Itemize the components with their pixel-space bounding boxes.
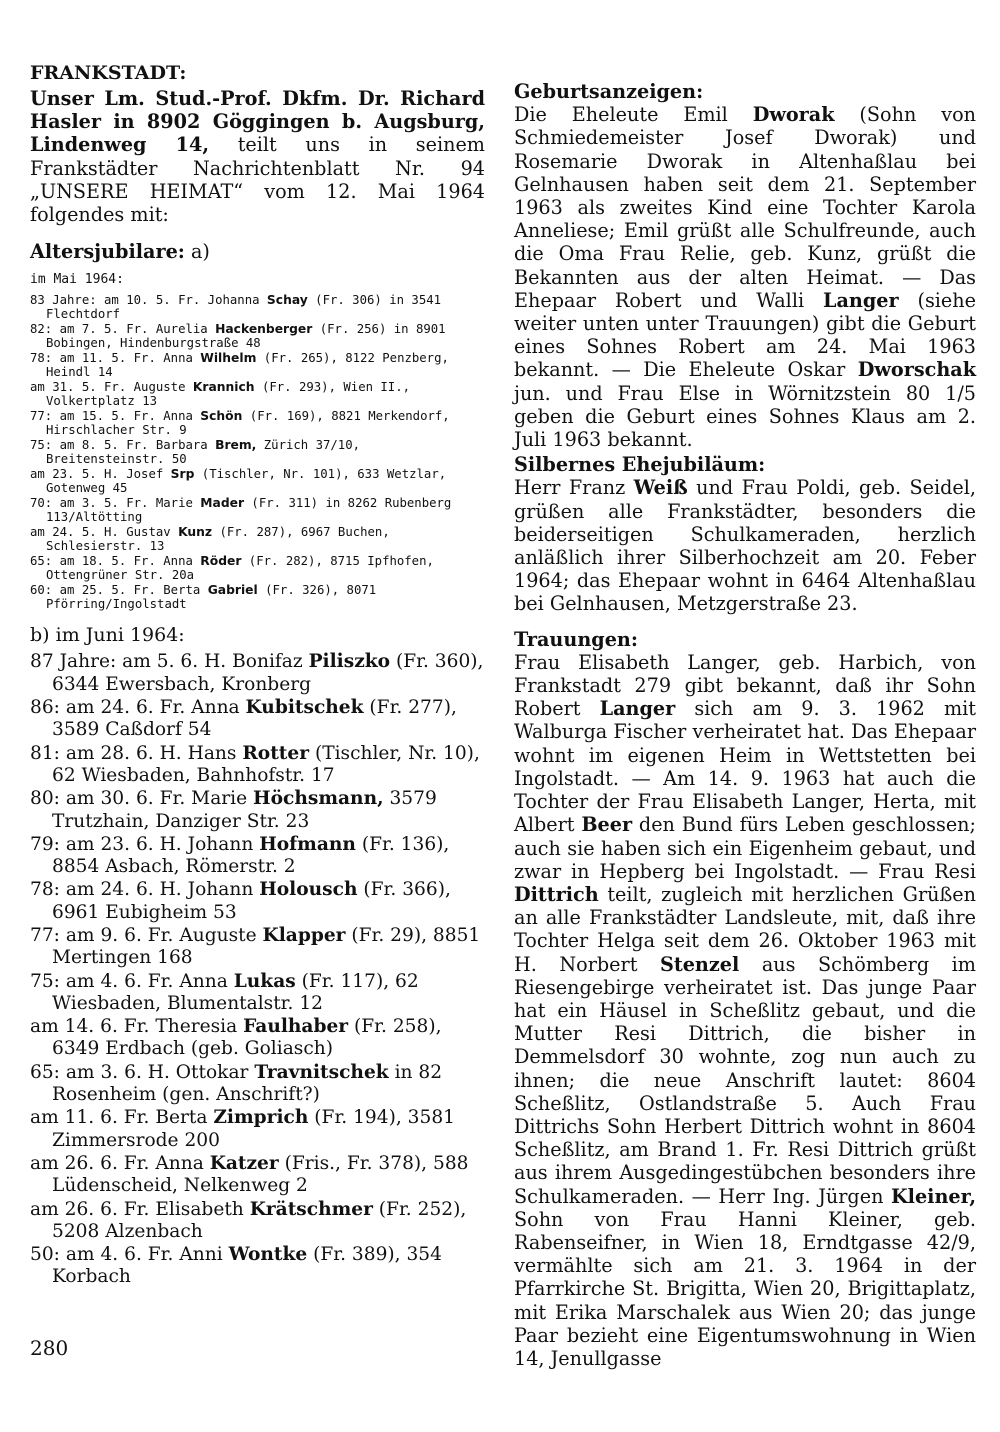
entry-address: (Fr. 326), 8071 Pförring/Ingolstadt bbox=[46, 583, 377, 611]
list-item bbox=[30, 526, 485, 553]
text-span: und Frau Poldi, geb. Seidel, grüßen alle Frankstädter, besonders die beiderseitigen Schulkameraden, herzlich anläßlich ihrer Silberhochzeit am 20. Feber 1964; das Ehepaar wohnt in 6464 Altenhaßlau bei Gelnhausen, Metzgerstraße 23. bbox=[514, 476, 976, 616]
name-bold: Dittrich bbox=[514, 882, 599, 906]
list-item bbox=[30, 971, 485, 1016]
entry-name: Lukas bbox=[233, 970, 296, 992]
list-item bbox=[30, 323, 485, 350]
name-bold: Langer bbox=[599, 697, 676, 721]
entry-name: Röder bbox=[200, 554, 242, 569]
entry-address: (Fr. 256) in 8901 Bobingen, Hindenburgstraße 48 bbox=[46, 322, 446, 350]
text-span: jun. und Frau Else in Wörnitzstein 80 1/5 geben die Geburt eines Sohnes Klaus am 2. Juli 1963 bekannt. bbox=[514, 381, 976, 452]
entry-name: Travnitschek bbox=[254, 1061, 389, 1083]
entry-name: Kunz bbox=[178, 525, 213, 540]
entry-name: Krätschmer bbox=[249, 1198, 373, 1220]
list-item bbox=[30, 497, 485, 524]
entry-address: (Fris., Fr. 378), 588 Lüdenscheid, Nelkenweg 2 bbox=[52, 1152, 469, 1197]
entry-address: (Fr. 293), Wien II., Volkertplatz 13 bbox=[46, 380, 411, 408]
entry-name: Hackenberger bbox=[215, 322, 313, 337]
text-span: Sohn von Frau Hanni Kleiner, geb. Rabenseifner, in Wien 18, Erndtgasse 42/9, vermählte sich am 21. 3. 1964 in der Pfarrkirche St. Brigitta, Wien 20, Brigittaplatz, mit Erika Marschalek aus Wien 20; das junge Paar bezieht eine Eigentumswohnung in Wien 14, Jenullgasse bbox=[514, 1207, 976, 1370]
list-item bbox=[30, 555, 485, 582]
entry-address: 3579 Trutzhain, Danziger Str. 23 bbox=[52, 788, 437, 832]
list-item bbox=[30, 651, 485, 696]
name-bold: Weiß bbox=[633, 476, 688, 500]
entry-address: in 82 Rosenheim (gen. Anschrift?) bbox=[52, 1061, 443, 1106]
entry-name: Schön bbox=[200, 409, 243, 424]
entry-name: Schay bbox=[266, 293, 308, 308]
entry-address: (Fr. 29), 8851 Mertingen 168 bbox=[52, 924, 481, 969]
entry-name: Wilhelm bbox=[200, 351, 257, 366]
entry-name: Rotter bbox=[242, 742, 310, 764]
section-heading-frankstadt: FRANKSTADT: bbox=[30, 62, 187, 84]
entry-name: Hofmann bbox=[259, 833, 356, 855]
entry-address: (Fr. 252), 5208 Alzenbach bbox=[52, 1198, 467, 1242]
text-span: sich am 9. 3. 1962 mit Walburga Fischer verheiratet hat. Das Ehepaar wohnt im eigenen Heim in Wettstetten bei Ingolstadt. — Am 14. 9. 1963 hat auch die Tochter der Frau Elisabeth Langer, Herta, mit Albert bbox=[514, 697, 976, 837]
intro-text: teilt uns in seinem Frankstädter Nachrichtenblatt Nr. 94 „UNSERE HEIMAT“ vom 12. Mai 1964 folgendes mit: bbox=[30, 133, 485, 227]
entry-name: Mader bbox=[200, 496, 245, 511]
entry-name: Piliszko bbox=[308, 651, 391, 673]
entry-address: (Fr. 277), 3589 Caßdorf 54 bbox=[52, 697, 457, 741]
june-label: b) im Juni 1964: bbox=[30, 624, 185, 647]
list-item bbox=[30, 879, 485, 924]
entry-address: (Fr. 360), 6344 Ewersbach, Kronberg bbox=[52, 651, 484, 695]
page-number: 280 bbox=[30, 1336, 69, 1360]
geburt-heading: Geburtsanzeigen: bbox=[514, 80, 704, 103]
entry-date: am 26. 6. Fr. Anna bbox=[30, 1152, 210, 1174]
entry-address: (Fr. 169), 8821 Merkendorf, Hirschlacher Str. 9 bbox=[46, 409, 450, 437]
name-bold: Stenzel bbox=[659, 952, 740, 976]
silber-paragraph bbox=[514, 476, 976, 615]
name-bold: Beer bbox=[581, 813, 633, 837]
entry-date: 79: am 23. 6. H. Johann bbox=[30, 833, 260, 855]
right-column bbox=[514, 62, 976, 1370]
list-item bbox=[30, 1016, 485, 1061]
name-bold: Dworak bbox=[752, 103, 835, 127]
trau-heading: Trauungen: bbox=[514, 627, 638, 651]
entry-address: (Fr. 287), 6967 Buchen, Schlesierstr. 13 bbox=[46, 525, 390, 553]
entry-date: am 24. 5. H. Gustav bbox=[30, 525, 179, 540]
text-span: Frau Elisabeth Langer, geb. Harbich, von Frankstadt 279 gibt bekannt, daß ihr Sohn Robert bbox=[514, 650, 976, 721]
entry-name: Krannich bbox=[192, 380, 255, 395]
may-label: im Mai 1964: bbox=[30, 272, 124, 288]
entry-address: (Fr. 265), 8122 Penzberg, Heindl 14 bbox=[46, 351, 449, 379]
entry-date: 80: am 30. 6. Fr. Marie bbox=[30, 788, 254, 810]
entry-date: am 31. 5. Fr. Auguste bbox=[30, 380, 193, 395]
list-item bbox=[30, 925, 485, 970]
entry-date: 78: am 11. 5. Fr. Anna bbox=[30, 351, 201, 366]
entry-name: Holousch bbox=[259, 879, 358, 901]
entry-date: 83 Jahre: am 10. 5. Fr. Johanna bbox=[30, 293, 267, 308]
list-item bbox=[30, 381, 485, 408]
name-bold: Langer bbox=[822, 288, 899, 312]
name-bold: Kleiner, bbox=[890, 1184, 976, 1208]
text-span: den Bund fürs Leben geschlossen; auch sie haben sich ein Eigenheim gebaut, und zwar in Hepberg bei Ingolstadt. — Frau Resi bbox=[514, 813, 976, 883]
text-span: Die Eheleute Emil bbox=[514, 103, 753, 127]
entry-date: 77: am 9. 6. Fr. Auguste bbox=[30, 924, 263, 946]
text-span: teilt, zugleich mit herzlichen Grüßen an alle Frankstädter Landsleute, mit, daß ihre Tochter Helga seit dem 26. Oktober 1963 mit H. Norbert bbox=[514, 882, 976, 976]
entry-address: (Fr. 306) in 3541 Flechtdorf bbox=[46, 293, 442, 321]
entry-date: 86: am 24. 6. Fr. Anna bbox=[30, 697, 246, 719]
entry-address: (Fr. 311) in 8262 Rubenberg 113/Altötting bbox=[46, 496, 452, 524]
list-item bbox=[30, 584, 485, 611]
list-item bbox=[30, 294, 485, 321]
text-span: Herr Franz bbox=[514, 476, 634, 500]
list-item bbox=[30, 1199, 485, 1244]
silber-heading: Silbernes Ehejubiläum: bbox=[514, 453, 766, 477]
entry-date: 75: am 8. 5. Fr. Barbara bbox=[30, 438, 216, 453]
list-item bbox=[30, 743, 485, 788]
intro-paragraph bbox=[30, 87, 485, 226]
entry-date: 65: am 18. 5. Fr. Anna bbox=[30, 554, 201, 569]
entry-address: (Fr. 389), 354 Korbach bbox=[52, 1244, 442, 1288]
trau-paragraph bbox=[514, 651, 976, 1370]
may-entries bbox=[30, 294, 485, 611]
list-item bbox=[30, 697, 485, 742]
entry-name: Brem, bbox=[215, 438, 257, 453]
list-item bbox=[30, 834, 485, 879]
list-item bbox=[30, 1153, 485, 1198]
entry-address: (Fr. 194), 3581 Zimmersrode 200 bbox=[52, 1107, 455, 1151]
list-item bbox=[30, 439, 485, 466]
entry-date: am 23. 5. H. Josef bbox=[30, 467, 171, 482]
list-item bbox=[30, 468, 485, 495]
entry-name: Srp bbox=[170, 467, 195, 482]
entry-address: (Fr. 282), 8715 Ipfhofen, Ottengrüner Str. 20a bbox=[46, 554, 434, 582]
june-entries bbox=[30, 651, 485, 1288]
entry-date: 78: am 24. 6. H. Johann bbox=[30, 879, 260, 901]
name-bold: Dworschak bbox=[857, 358, 976, 382]
text-span: (Sohn von Schmiedemeister Josef Dworak) und Rosemarie Dworak in Altenhaßlau bei Gelnhausen haben seit dem 21. September 1963 als zweites Kind eine Tochter Karola Anneliese; Emil grüßt alle Schulfreunde, auch die Oma Frau Relie, geb. Kunz, grüßt die Bekannten aus der alten Heimat. — Das Ehepaar Robert und Walli bbox=[514, 103, 976, 312]
list-item bbox=[30, 1244, 485, 1289]
entry-name: Klapper bbox=[262, 924, 346, 946]
list-item bbox=[30, 352, 485, 379]
text-span: aus Schömberg im Riesengebirge verheiratet ist. Das junge Paar hat ein Häusel in Scheßlitz gebaut, und die Mutter Resi Dittrich, die bisher in Demmelsdorf 30 wohnte, zog nun auch zu ihnen; die neue Anschrift lautet: 8604 Scheßlitz, Ostlandstraße 5. Auch Frau Dittrichs Sohn Herbert Dittrich wohnt in 8604 Scheßlitz, am Brand 1. Fr. Resi Dittrich grüßt aus ihrem Ausgedingestübchen besonders ihre Schulkameraden. — Herr Ing. Jürgen bbox=[514, 952, 976, 1208]
list-item bbox=[30, 1062, 485, 1107]
entry-address: (Fr. 136), 8854 Asbach, Römerstr. 2 bbox=[52, 833, 450, 878]
list-item bbox=[30, 410, 485, 437]
entry-date: am 14. 6. Fr. Theresia bbox=[30, 1016, 244, 1038]
entry-date: 50: am 4. 6. Fr. Anni bbox=[30, 1244, 229, 1266]
entry-name: Faulhaber bbox=[243, 1016, 349, 1038]
text-span: (siehe weiter unten unter Trauungen) gibt die Geburt eines Sohnes Robert am 24. Mai 1963 bekannt. — Die Eheleute Oskar bbox=[514, 288, 976, 382]
entry-address: Zürich 37/10, Breitensteinstr. 50 bbox=[46, 438, 361, 466]
entry-name: Höchsmann, bbox=[253, 788, 384, 810]
entry-date: 82: am 7. 5. Fr. Aurelia bbox=[30, 322, 216, 337]
entry-date: am 26. 6. Fr. Elisabeth bbox=[30, 1198, 250, 1220]
entry-address: (Tischler, Nr. 101), 633 Wetzlar, Gotenweg 45 bbox=[46, 467, 447, 495]
jubilare-heading-line bbox=[30, 240, 485, 263]
geburt-paragraph bbox=[514, 103, 976, 451]
entry-address: (Fr. 366), 6961 Eubigheim 53 bbox=[52, 879, 451, 923]
entry-date: 65: am 3. 6. H. Ottokar bbox=[30, 1061, 255, 1083]
entry-address: (Fr. 258), 6349 Erdbach (geb. Goliasch) bbox=[52, 1016, 442, 1060]
entry-date: 77: am 15. 5. Fr. Anna bbox=[30, 409, 201, 424]
entry-name: Katzer bbox=[209, 1152, 279, 1174]
entry-date: 75: am 4. 6. Fr. Anna bbox=[30, 970, 234, 992]
entry-date: 87 Jahre: am 5. 6. H. Bonifaz bbox=[30, 651, 309, 673]
entry-address: (Fr. 117), 62 Wiesbaden, Blumentalstr. 12 bbox=[52, 970, 419, 1014]
entry-name: Wontke bbox=[228, 1244, 308, 1266]
list-item bbox=[30, 788, 485, 833]
entry-date: am 11. 6. Fr. Berta bbox=[30, 1107, 214, 1129]
intro-bold: Unser Lm. Stud.-Prof. Dkfm. Dr. Richard Hasler in 8902 Göggingen b. Augsburg, Lindenweg 14, bbox=[30, 87, 485, 157]
left-column bbox=[30, 62, 485, 1290]
entry-address: (Tischler, Nr. 10), 62 Wiesbaden, Bahnhofstr. 17 bbox=[52, 742, 480, 786]
jubilare-heading: Altersjubilare: bbox=[30, 240, 185, 264]
entry-name: Kubitschek bbox=[245, 697, 364, 719]
jubilare-suffix: a) bbox=[184, 240, 210, 264]
entry-name: Gabriel bbox=[207, 583, 258, 598]
entry-date: 81: am 28. 6. H. Hans bbox=[30, 742, 243, 764]
entry-date: 70: am 3. 5. Fr. Marie bbox=[30, 496, 201, 511]
list-item bbox=[30, 1107, 485, 1152]
entry-date: 60: am 25. 5. Fr. Berta bbox=[30, 583, 208, 598]
entry-name: Zimprich bbox=[213, 1107, 309, 1129]
